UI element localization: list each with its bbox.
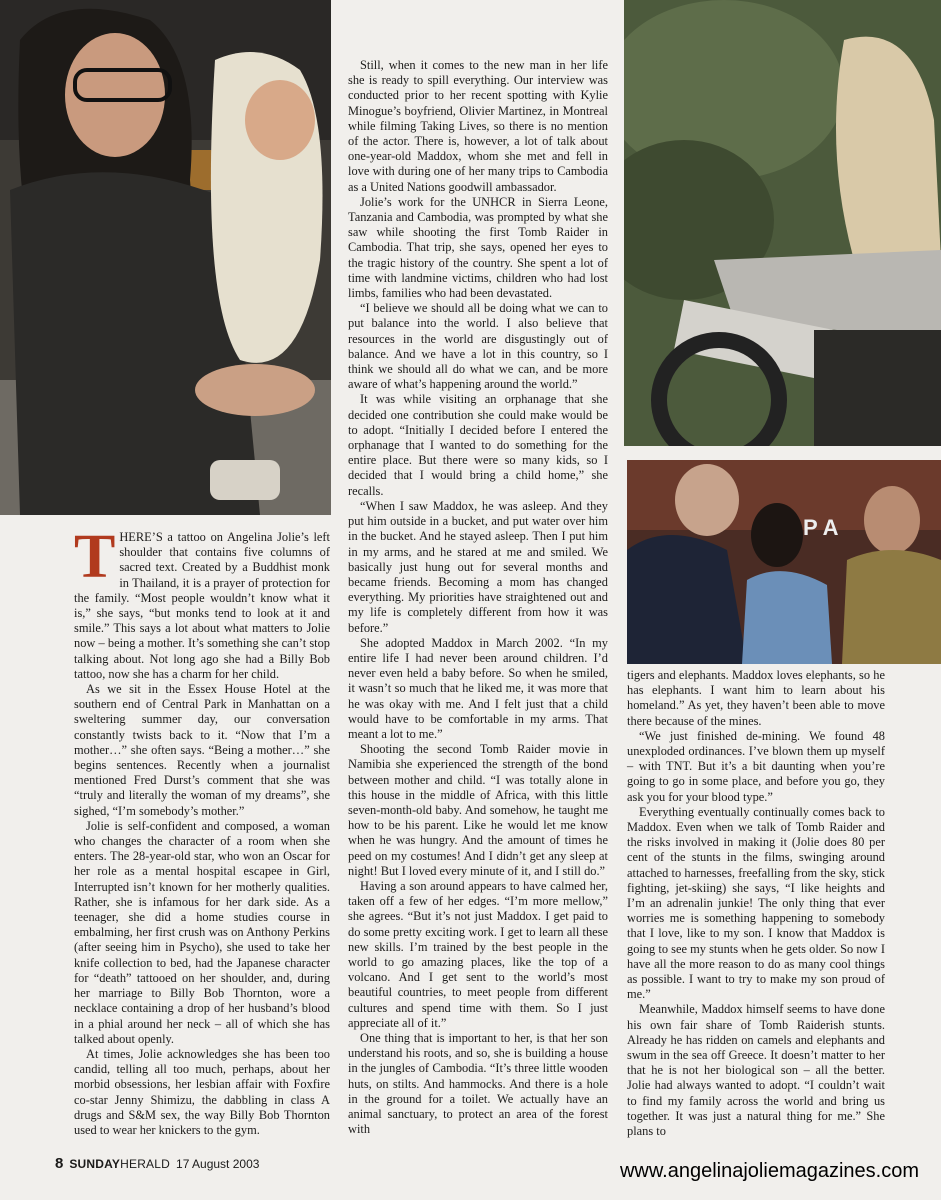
publication-name: SUNDAYHERALD <box>69 1157 171 1171</box>
article-column-1 <box>74 523 330 1138</box>
paragraph: Jolie’s work for the UNHCR in Sierra Leone, Tanzania and Cambodia, was prompted by what she saw while shooting the first Tomb Raider in Cambodia. That trip, she says, opened her eyes to the tragic history of the country. She spent a lot of time with landmine victims, children who had lost limbs, families who had been devastated. <box>348 194 608 301</box>
article-column-2 <box>348 58 608 1137</box>
paragraph: One thing that is important to her, is that her son understand his roots, and so, she is building a house in the jungles of Cambodia. “It’s three little wooden huts, on stilts. And hammocks. And there is a hole in the ground for a toilet. We actually have an animal sanctuary, to protect an area of the forest with <box>348 1031 608 1137</box>
article-column-3 <box>627 668 885 1139</box>
page-number: 8 <box>55 1155 64 1172</box>
paragraph: HERE’S a tattoo on Angelina Jolie’s left shoulder that contains five columns of sacred text. Created by a Buddhist monk in Thailand, it is a prayer of protection for the family. “Most people wouldn’t know what it is,” she says, “but monks tend to look at it and smile.” This says a lot about what matters to Jolie now – being a mother. It’s something she can’t stop talking about. Not long ago she had a Billy Bob tattoo, now she has a charm for her child. <box>74 530 330 681</box>
photo-group <box>627 460 941 664</box>
paragraph: Having a son around appears to have calmed her, taken off a few of her edges. “I’m more mellow,” she agrees. “But it’s not just Maddox. I get paid to do some pretty exciting work. I get to learn all these new skills. I’m trained by the best people in the world to go amazing places, like the top of a volcano. And I get sent to the world’s most beautiful countries, to meet people from different cultures and spend time with them. So I just appreciate all of it.” <box>348 878 608 1030</box>
paragraph: “I believe we should all be doing what we can to put balance into the world. I also believe that resources in the world are disgustingly out of balance. And we have a lot in this country, so I think we should all do what we can, and be more aware of what’s happening around the world.” <box>348 301 608 392</box>
paragraph: Shooting the second Tomb Raider movie in Namibia she experienced the strength of the bond between mother and child. “I was totally alone in this house in the middle of Africa, with this little seven-month-old baby. And somehow, he taught me how to be his parent. Like he would let me know when he was hungry. And the amount of times he peed on my costumes! And I didn’t get any sleep at night! But I loved every minute of it, and I still do.” <box>348 742 608 878</box>
watermark-url: www.angelinajoliemagazines.com <box>619 1160 919 1182</box>
page-footer <box>55 1155 259 1172</box>
paragraph: tigers and elephants. Maddox loves elephants, so he has elephants. I want him to learn about his homeland.” As yet, they haven’t been able to move there because of the mines. <box>627 668 885 728</box>
photo-jolie-with-child <box>0 0 331 515</box>
issue-date: 17 August 2003 <box>176 1157 260 1171</box>
paragraph: Still, when it comes to the new man in her life she is ready to spill everything. Our interview was conducted prior to her recent spotting with Kylie Minogue’s boyfriend, Olivier Martinez, in Montreal while filming Taking Lives, so there is no mention of the actor. There is, however, a lot of talk about one-year-old Maddox, whom she met and fell in love with during one of her many trips to Cambodia as a United Nations goodwill ambassador. <box>348 58 608 194</box>
paragraph: She adopted Maddox in March 2002. “In my entire life I had never been around children. I’d never even held a baby before. So when he smiled, it wasn’t so much that he liked me, it was more that he was okay with me. And I felt just that a child would have to be comfortable in my arms. That meant a lot to me.” <box>348 635 608 741</box>
sign-letters: P A <box>803 515 839 540</box>
paragraph: Meanwhile, Maddox himself seems to have done his own fair share of Tomb Raiderish stunts. Already he has ridden on camels and elephants and swum in the sea off Greece. It doesn’t matter to her that he is not her biological son – all the better. Jolie had always wanted to adopt. “I couldn’t wait to find my family across the world and bring us together. It was just a natural thing for me.” She plans to <box>627 1002 885 1139</box>
paragraph: “We just finished de-mining. We found 48 unexploded ordinances. I’ve blown them up myself – with TNT. But it’s a bit daunting when you’re going to go in some place, and before you go, they ask you for your blood type.” <box>627 728 885 804</box>
paragraph: As we sit in the Essex House Hotel at the southern end of Central Park in Manhattan on a sweltering summer day, our conversation constantly twists back to it. “Now that I’m a mother…” she often says. “Being a mother…” she begins sentences. Recently when a journalist mentioned Fred Durst’s comment that she was “truly and literally the woman of my dreams”, she sighed, “I’m somebody’s mother.” <box>74 682 330 818</box>
paragraph: “When I saw Maddox, he was asleep. And they put him outside in a bucket, and put water over him in the bucket. And he stayed asleep. Then I put him in my arms, and he stared at me and smiled. We basically just hung out for several months and became friends. Becoming a mom has changed everything. My priorities have straightened out and my life is completely different from how it was before.” <box>348 498 608 635</box>
paragraph: Jolie is self-confident and composed, a woman who changes the character of a room when she enters. The 28-year-old star, who won an Oscar for her role as a mental hospital escapee in Girl, Interrupted isn’t known for her motherly qualities. Rather, she is infamous for her dark side. As a teenager, she did a home studies course in embalming, her first crush was on Anthony Perkins (after seeing him in Psycho), she used to take her knife collection to bed, had the Japanese character for “death” tattooed on her shoulder, and, during her marriage to Billy Bob Thornton, wore a necklace containing a drop of her husband’s blood in a phial around her neck – all of which she has talked about openly. <box>74 818 330 1046</box>
photo-motorbike <box>624 0 941 446</box>
paragraph: It was while visiting an orphanage that she decided one contribution she could make would be to adopt. “Initially I decided before I entered the orphanage that I wanted to do something for the entire place. But there were so many kids, so I decided that I would bring a child home,” she recalls. <box>348 392 608 498</box>
drop-cap: T <box>74 523 116 591</box>
paragraph: Everything eventually continually comes back to Maddox. Even when we talk of Tomb Raider and the risks involved in making it (Jolie does 80 per cent of the stunts in the films, swinging around attached to harnesses, freefalling from the sky, stick fighting, jet-skiing) she says, “I like heights and I’m an adrenalin junkie! The only thing that ever worries me is something happening to somebody that I love, like to my son. I know that Maddox is going to see my stunts when he gets older. So now I have all the more reason to do as many cool things as possible. I want to try to make my son proud of me.” <box>627 804 885 1002</box>
paragraph: At times, Jolie acknowledges she has been too candid, telling all too much, perhaps, about her morbid obsessions, her lesbian affair with Foxfire co-star Jenny Shimizu, the dabbling in class A drugs and S&M sex, the way Billy Bob Thornton used to wear her knickers to the gym. <box>74 1046 330 1137</box>
